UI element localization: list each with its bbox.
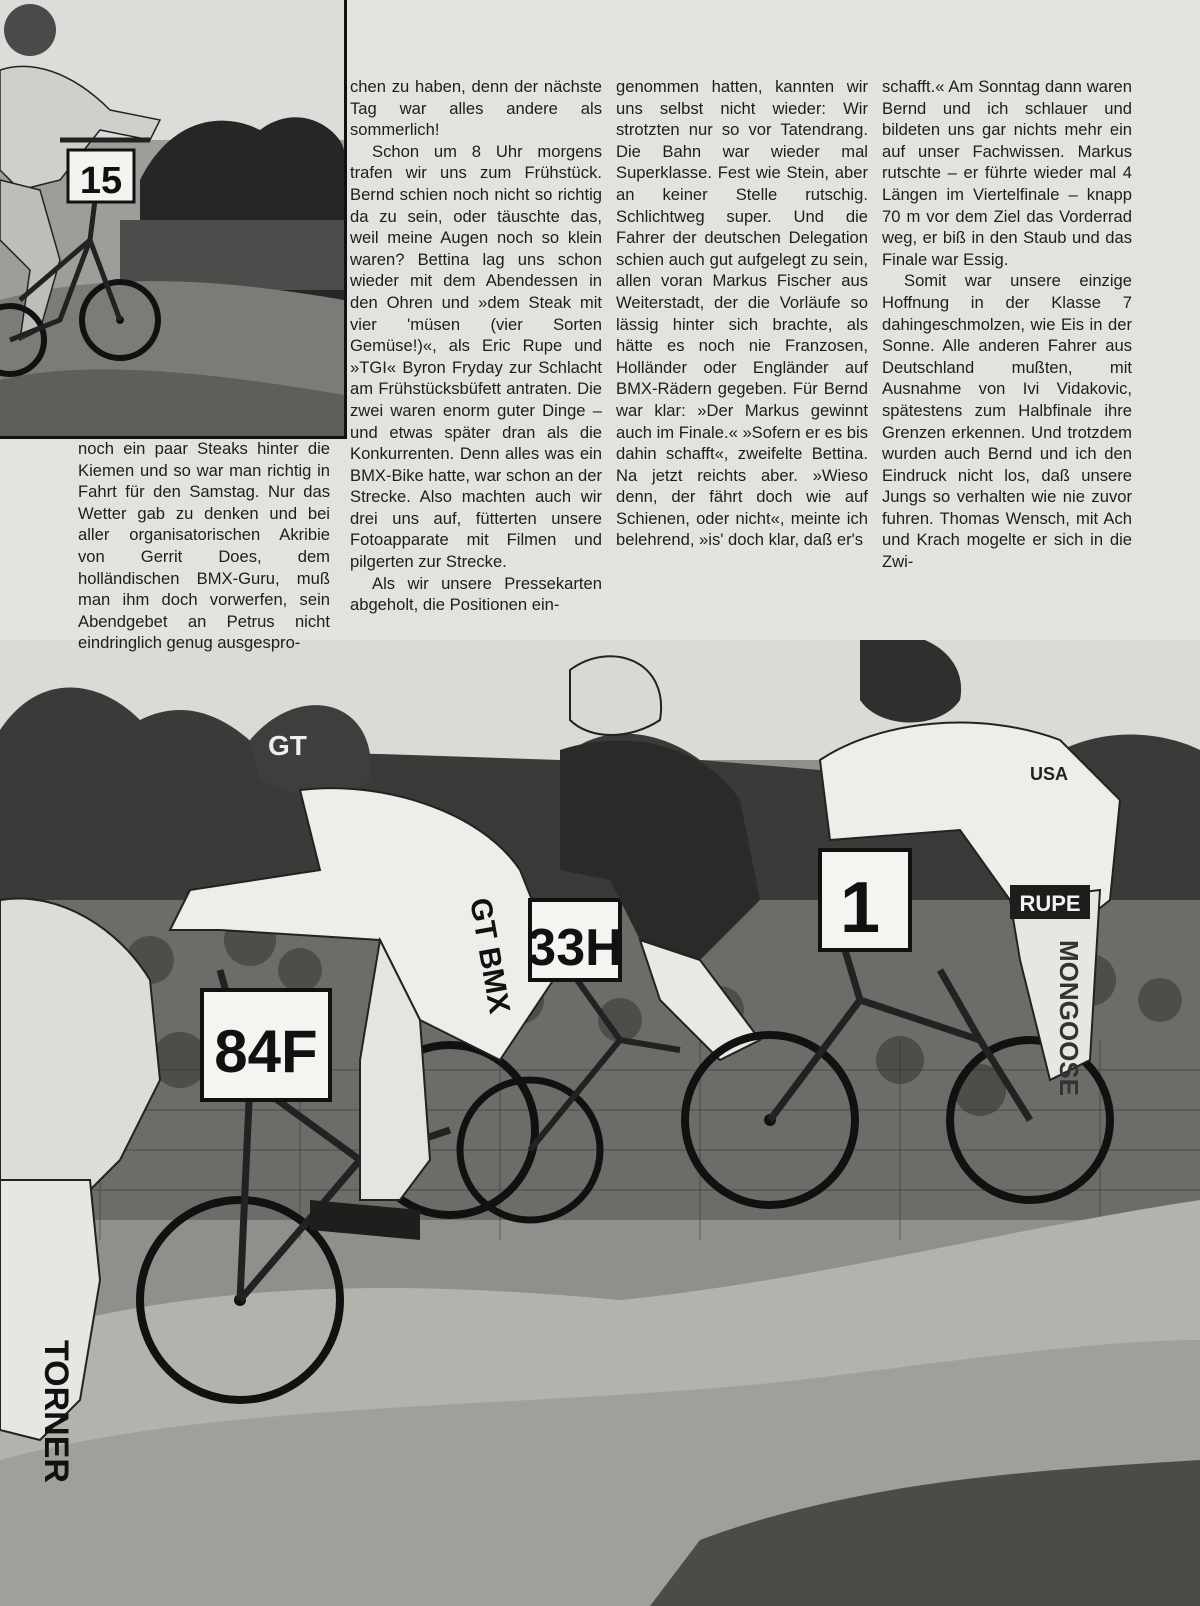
leg-text-left: TORNER [37,1340,75,1483]
article-column-2 [350,76,602,616]
col4-paragraph-2: Somit war unsere einzige Hoffnung in der Klasse 7 dahingeschmolzen, wie Eis in der Sonne. Alle anderen Fahrer aus Deutschland mußten, mit Ausnahme von Ivi Vidakovic, spätestens zum Halbfinale ihre Grenzen erkennen. Und trotzdem wurden auch Bernd und ich den Eindruck nicht los, daß unsere Jungs so verhalten wie nie zuvor fuhren. Thomas Wensch, mit Ach und Krach mogelte er sich in die Zwi- [882,271,1132,572]
leg-text-right: MONGOOSE [1054,940,1084,1097]
col2-paragraph-1: chen zu haben, denn der nächste Tag war alles andere als sommerlich! [350,77,602,140]
col1-paragraph-1: noch ein paar Steaks hinter die Kiemen und so war man richtig in Fahrt für den Samstag. Nur das Wetter gab zu denken und bei aller organisatorischen Akribie von Gerrit Does, dem holländischen BMX-Guru, muß man ihm doch vorwerfen, sein Abendgebet an Petrus nicht eindringlich genug ausgespro- [78,439,330,653]
col2-paragraph-3: Als wir unsere Pressekarten abgeholt, die Positionen ein- [350,573,602,615]
plate-33h-number: 33H [527,919,623,977]
col2-paragraph-2: Schon um 8 Uhr morgens trafen wir uns zum Frühstück. Bernd schien noch nicht so richtig da zu sein, oder täuschte das, weil meine Augen noch so klein waren? Bettina lag uns schon wieder mit dem Abendessen in den Ohren und »dem Steak mit vier 'müsen (vier Sorten Gemüse!)«, als Eric Rupe und »TGI« Byron Fryday zur Schlacht am Frühstücksbüfett antraten. Die zwei waren enorm guter Dinge – und etwas später dran als die Konkurrenten. Denn alles was ein BMX-Bike hatte, war schon an der Strecke. Also machten auch wir drei uns auf, fütterten unsere Fotoapparate mit Filmen und pilgerten zur Strecke. [350,141,602,572]
inset-photo [0,0,347,439]
main-race-photo [0,640,1200,1606]
jersey-country: USA [1030,764,1069,784]
col4-paragraph-1: schafft.« Am Sonntag dann waren Bernd und ich schlauer und bildeten uns gar nichts mehr ein auf unser Fachwissen. Markus rutschte – er führte wieder mal 4 Längen im Viertelfinale – knapp 70 m vor dem Ziel das Vorderrad weg, er biß in den Staub und das Finale war Essig. [882,77,1132,269]
plate-84f-number: 84F [214,1018,318,1085]
helmet-text: GT [268,730,307,761]
article-column-1 [78,438,330,654]
jersey-brand: GT BMX [463,895,516,1017]
article-column-4 [882,76,1132,573]
jersey-name-tag: RUPE [1019,891,1081,916]
article-column-3 [616,76,868,551]
inset-plate-number: 15 [79,160,123,202]
col3-paragraph-1: genommen hatten, kannten wir uns selbst nicht wieder: Wir strotzten nur so vor Tatendrang. Die Bahn war wieder mal Superklasse. Fest wie Stein, aber an keiner Stelle rutschig. Schlichtweg super. Und die Fahrer der deutschen Delegation schien auch gut aufgelegt zu sein, allen voran Markus Fischer aus Weiterstadt, der die Vorläufe so lässig hinter sich brachte, als hätte es noch nie Franzosen, Holländer oder Engländer auf BMX-Rädern gegeben. Für Bernd war klar: »Der Markus gewinnt auch im Finale.« »Sofern er es bis dahin schafft«, zweifelte Bettina. Na jetzt reichts aber. »Wieso denn, der fährt doch wie auf Schienen, oder nicht«, meinte ich belehrend, »is' doch klar, daß er's [616,77,868,550]
plate-1-number: 1 [839,868,881,948]
